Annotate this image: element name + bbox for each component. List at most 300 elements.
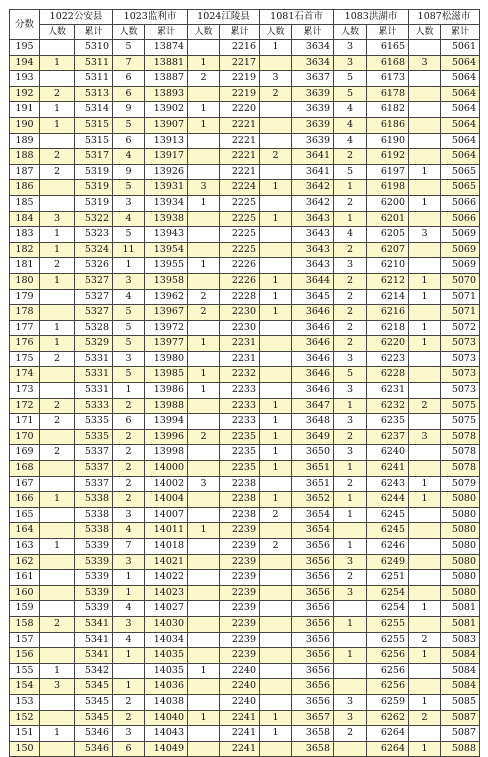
count-cell: 1: [188, 258, 220, 274]
count-cell: 1: [260, 305, 292, 321]
cumulative-cell: 5337: [75, 461, 113, 477]
count-cell: 4: [113, 211, 145, 227]
count-cell: 5: [113, 40, 145, 56]
cumulative-cell: 3656: [292, 570, 334, 586]
count-cell: [40, 305, 75, 321]
cumulative-cell: 3656: [292, 694, 334, 710]
count-cell: 1: [334, 507, 367, 523]
count-cell: [40, 476, 75, 492]
count-cell: [409, 383, 441, 399]
count-cell: 3: [409, 227, 441, 243]
count-cell: [40, 570, 75, 586]
count-cell: 4: [334, 117, 367, 133]
count-cell: 1: [334, 616, 367, 632]
score-cell: 193: [10, 71, 40, 87]
cumulative-cell: 6186: [367, 117, 409, 133]
score-cell: 162: [10, 554, 40, 570]
cumulative-cell: 13926: [145, 164, 188, 180]
cumulative-cell: 5079: [441, 476, 480, 492]
count-cell: 2: [40, 86, 75, 102]
count-cell: [40, 507, 75, 523]
count-cell: [409, 570, 441, 586]
cumulative-cell: 13996: [145, 429, 188, 445]
cumulative-cell: 3639: [292, 117, 334, 133]
cumulative-cell: 2232: [220, 367, 260, 383]
cumulative-cell: 14036: [145, 679, 188, 695]
score-cell: 176: [10, 336, 40, 352]
cumulative-cell: 6173: [367, 71, 409, 87]
table-row: [10, 523, 480, 539]
score-cell: 189: [10, 133, 40, 149]
cumulative-cell: 3656: [292, 632, 334, 648]
cumulative-cell: 6245: [367, 507, 409, 523]
score-cell: 179: [10, 289, 40, 305]
score-cell: 158: [10, 616, 40, 632]
cumulative-cell: 5328: [75, 320, 113, 336]
table-row: [10, 476, 480, 492]
cumulative-cell: 3644: [292, 273, 334, 289]
cumulative-cell: 2239: [220, 554, 260, 570]
cumulative-cell: 5065: [441, 180, 480, 196]
cumulative-cell: 3643: [292, 227, 334, 243]
cumulative-cell: 2239: [220, 539, 260, 555]
table-row: [10, 164, 480, 180]
cumulative-cell: 5081: [441, 616, 480, 632]
count-cell: 4: [113, 523, 145, 539]
table-row: [10, 351, 480, 367]
cumulative-cell: 3646: [292, 383, 334, 399]
count-cell: 3: [113, 616, 145, 632]
cumulative-cell: 6210: [367, 258, 409, 274]
count-cell: [260, 741, 292, 757]
cumulative-cell: 2228: [220, 289, 260, 305]
cumulative-cell: 2221: [220, 149, 260, 165]
count-cell: 1: [260, 710, 292, 726]
count-cell: 2: [334, 336, 367, 352]
count-cell: 1: [260, 398, 292, 414]
count-cell: 9: [113, 164, 145, 180]
count-cell: 3: [409, 55, 441, 71]
cumulative-cell: 2230: [220, 305, 260, 321]
table-row: [10, 195, 480, 211]
count-cell: [40, 601, 75, 617]
count-cell: 2: [188, 429, 220, 445]
table-row: [10, 102, 480, 118]
cumulative-cell: 5341: [75, 648, 113, 664]
table-row: [10, 461, 480, 477]
count-cell: 1: [40, 55, 75, 71]
district-header: 1083洪湖市: [334, 10, 409, 25]
cumulative-cell: 5323: [75, 227, 113, 243]
count-cell: 2: [40, 398, 75, 414]
header-row-districts: [10, 10, 480, 25]
score-cell: 166: [10, 492, 40, 508]
count-cell: [188, 694, 220, 710]
cumulative-cell: 6255: [367, 632, 409, 648]
cumulative-cell: 13962: [145, 289, 188, 305]
cumulative-cell: 13986: [145, 383, 188, 399]
cumulative-cell: 3658: [292, 726, 334, 742]
table-row: [10, 710, 480, 726]
cumulative-cell: 13958: [145, 273, 188, 289]
count-cell: 2: [334, 429, 367, 445]
cumulative-cell: 3647: [292, 398, 334, 414]
count-cell: [334, 663, 367, 679]
table-row: [10, 273, 480, 289]
table-row: [10, 211, 480, 227]
cumulative-cell: 2238: [220, 492, 260, 508]
table-row: [10, 601, 480, 617]
count-cell: [40, 554, 75, 570]
score-distribution-table: [9, 9, 480, 757]
cumulative-cell: 5080: [441, 570, 480, 586]
table-row: [10, 445, 480, 461]
cumulative-cell: 5324: [75, 242, 113, 258]
cumulative-cell: 5070: [441, 273, 480, 289]
score-cell: 163: [10, 539, 40, 555]
cumulative-cell: 5069: [441, 227, 480, 243]
cumulative-cell: 13917: [145, 149, 188, 165]
count-cell: 3: [334, 554, 367, 570]
cumulative-cell: 2240: [220, 679, 260, 695]
cumulative-cell: 3641: [292, 149, 334, 165]
cumulative-cell: 5338: [75, 507, 113, 523]
count-cell: [188, 601, 220, 617]
cumulative-cell: 5317: [75, 149, 113, 165]
cumulative-cell: 3639: [292, 102, 334, 118]
cumulative-cell: 5333: [75, 398, 113, 414]
cumulative-cell: 3651: [292, 476, 334, 492]
cumulative-cell: 5341: [75, 632, 113, 648]
count-cell: [188, 40, 220, 56]
cumulative-cell: 5087: [441, 726, 480, 742]
cumulative-cell: 3634: [292, 40, 334, 56]
cumulative-cell: 6197: [367, 164, 409, 180]
count-cell: 1: [188, 336, 220, 352]
count-header: 人数: [409, 25, 441, 40]
count-cell: 9: [113, 102, 145, 118]
cumulative-cell: 5327: [75, 289, 113, 305]
count-cell: [260, 55, 292, 71]
count-cell: [409, 367, 441, 383]
count-cell: 3: [113, 195, 145, 211]
count-cell: 6: [113, 86, 145, 102]
score-cell: 178: [10, 305, 40, 321]
table-row: [10, 648, 480, 664]
cumulative-cell: 2216: [220, 40, 260, 56]
count-cell: [334, 523, 367, 539]
cumulative-cell: 13874: [145, 40, 188, 56]
cumulative-cell: 2225: [220, 227, 260, 243]
cumulative-cell: 2241: [220, 710, 260, 726]
count-cell: 2: [409, 710, 441, 726]
score-cell: 195: [10, 40, 40, 56]
cumulative-cell: 5337: [75, 445, 113, 461]
count-cell: [260, 227, 292, 243]
count-cell: [40, 133, 75, 149]
table-row: [10, 320, 480, 336]
cumulative-cell: 2235: [220, 429, 260, 445]
cumulative-cell: 5345: [75, 679, 113, 695]
cumulative-cell: 13980: [145, 351, 188, 367]
count-cell: 3: [113, 554, 145, 570]
cumulative-cell: 5345: [75, 710, 113, 726]
cumulative-cell: 5069: [441, 242, 480, 258]
cumulative-cell: 5064: [441, 149, 480, 165]
count-cell: [188, 445, 220, 461]
table-row: [10, 585, 480, 601]
count-cell: 1: [334, 492, 367, 508]
count-cell: [40, 710, 75, 726]
count-cell: 11: [113, 242, 145, 258]
table-row: [10, 554, 480, 570]
score-cell: 161: [10, 570, 40, 586]
table-row: [10, 55, 480, 71]
count-cell: 2: [188, 289, 220, 305]
score-cell: 167: [10, 476, 40, 492]
count-cell: 1: [40, 117, 75, 133]
cumulative-cell: 6192: [367, 149, 409, 165]
count-cell: 1: [409, 601, 441, 617]
cumulative-cell: 5329: [75, 336, 113, 352]
count-cell: 2: [188, 71, 220, 87]
cumulative-cell: 2238: [220, 507, 260, 523]
cumulative-cell: 2239: [220, 648, 260, 664]
table-row: [10, 336, 480, 352]
count-cell: [40, 195, 75, 211]
cumulative-cell: 5319: [75, 180, 113, 196]
cumulative-cell: 6200: [367, 195, 409, 211]
cumulative-cell: 5064: [441, 117, 480, 133]
cumulative-cell: 5064: [441, 133, 480, 149]
score-cell: 174: [10, 367, 40, 383]
cumulative-cell: 3642: [292, 195, 334, 211]
count-cell: 2: [409, 398, 441, 414]
table-row: [10, 133, 480, 149]
cumulative-cell: 5061: [441, 40, 480, 56]
cumulative-cell: 6243: [367, 476, 409, 492]
cumulative-cell: 3646: [292, 305, 334, 321]
cumulative-cell: 5084: [441, 648, 480, 664]
cumulative-cell: 14002: [145, 476, 188, 492]
cumulative-cell: 13985: [145, 367, 188, 383]
table-row: [10, 117, 480, 133]
count-cell: 1: [188, 523, 220, 539]
cumulative-cell: 6256: [367, 648, 409, 664]
cumulative-cell: 3639: [292, 133, 334, 149]
cumulative-cell: 6244: [367, 492, 409, 508]
score-cell: 187: [10, 164, 40, 180]
count-cell: [334, 679, 367, 695]
count-cell: 2: [188, 305, 220, 321]
score-cell: 182: [10, 242, 40, 258]
count-cell: 1: [113, 648, 145, 664]
count-cell: 2: [113, 445, 145, 461]
cumulative-cell: 6228: [367, 367, 409, 383]
count-cell: 3: [113, 351, 145, 367]
score-cell: 191: [10, 102, 40, 118]
count-cell: [40, 694, 75, 710]
count-cell: 1: [40, 492, 75, 508]
cumulative-cell: 3656: [292, 601, 334, 617]
count-cell: [409, 554, 441, 570]
cumulative-cell: 5084: [441, 663, 480, 679]
count-cell: [188, 726, 220, 742]
cumulative-cell: 5339: [75, 539, 113, 555]
cumulative-cell: 6264: [367, 726, 409, 742]
count-cell: 5: [113, 117, 145, 133]
cumulative-cell: 2220: [220, 102, 260, 118]
count-header: 人数: [334, 25, 367, 40]
cumulative-cell: 13954: [145, 242, 188, 258]
count-cell: [40, 289, 75, 305]
cumulative-cell: 3656: [292, 585, 334, 601]
score-cell: 172: [10, 398, 40, 414]
cumulative-cell: 2225: [220, 211, 260, 227]
count-cell: 4: [113, 632, 145, 648]
count-cell: [260, 632, 292, 648]
cumulative-cell: 5339: [75, 601, 113, 617]
count-cell: 5: [113, 180, 145, 196]
cumulative-cell: 2241: [220, 741, 260, 757]
count-header: 人数: [113, 25, 145, 40]
cumulative-cell: 5075: [441, 414, 480, 430]
score-cell: 170: [10, 429, 40, 445]
count-cell: [188, 616, 220, 632]
count-cell: [188, 539, 220, 555]
count-cell: 2: [409, 632, 441, 648]
count-cell: 1: [40, 663, 75, 679]
cumulative-cell: 2235: [220, 461, 260, 477]
count-cell: 1: [260, 429, 292, 445]
count-cell: [409, 663, 441, 679]
score-cell: 181: [10, 258, 40, 274]
count-cell: 2: [40, 258, 75, 274]
count-cell: [260, 679, 292, 695]
cumulative-cell: 2217: [220, 55, 260, 71]
cumulative-cell: 3634: [292, 55, 334, 71]
count-cell: [260, 694, 292, 710]
count-cell: 1: [409, 289, 441, 305]
count-cell: [260, 476, 292, 492]
count-cell: [409, 523, 441, 539]
count-cell: [188, 398, 220, 414]
count-cell: [40, 648, 75, 664]
count-cell: 2: [334, 570, 367, 586]
cumulative-cell: 6223: [367, 351, 409, 367]
count-cell: 1: [409, 273, 441, 289]
count-cell: [334, 741, 367, 757]
count-cell: 1: [40, 273, 75, 289]
count-cell: 2: [334, 242, 367, 258]
cumulative-cell: 6240: [367, 445, 409, 461]
district-header: 1023监利市: [113, 10, 188, 25]
count-cell: [334, 632, 367, 648]
count-cell: 6: [113, 133, 145, 149]
cumulative-cell: 5080: [441, 554, 480, 570]
count-cell: [409, 211, 441, 227]
count-cell: [260, 336, 292, 352]
count-cell: [188, 211, 220, 227]
cumulative-cell: 5087: [441, 710, 480, 726]
count-cell: 2: [113, 694, 145, 710]
cumulative-cell: 6241: [367, 461, 409, 477]
count-cell: [188, 585, 220, 601]
score-cell: 186: [10, 180, 40, 196]
count-cell: [409, 616, 441, 632]
count-cell: 3: [334, 351, 367, 367]
cumulative-cell: 5078: [441, 429, 480, 445]
cumulative-cell: 5081: [441, 601, 480, 617]
cumulative-cell: 6259: [367, 694, 409, 710]
cumulative-cell: 3645: [292, 289, 334, 305]
cumulative-cell: 6249: [367, 554, 409, 570]
count-cell: [409, 445, 441, 461]
cumulative-cell: 3652: [292, 492, 334, 508]
table-row: [10, 86, 480, 102]
count-cell: 2: [260, 507, 292, 523]
count-cell: 5: [334, 367, 367, 383]
cumulative-cell: 6251: [367, 570, 409, 586]
cumulative-cell: 14040: [145, 710, 188, 726]
cumulative-cell: 2241: [220, 726, 260, 742]
cumulative-cell: 14049: [145, 741, 188, 757]
count-cell: [40, 383, 75, 399]
table-row: [10, 398, 480, 414]
count-cell: 1: [260, 445, 292, 461]
count-cell: 1: [334, 211, 367, 227]
cumulative-cell: 5078: [441, 445, 480, 461]
cumulative-cell: 3656: [292, 554, 334, 570]
cumulative-cell: 6246: [367, 539, 409, 555]
cumulative-cell: 3656: [292, 539, 334, 555]
district-header: 1022公安县: [40, 10, 113, 25]
count-cell: [409, 539, 441, 555]
cumulative-cell: 2239: [220, 632, 260, 648]
count-cell: 3: [334, 585, 367, 601]
score-cell: 164: [10, 523, 40, 539]
cumulative-cell: 6212: [367, 273, 409, 289]
count-cell: 2: [260, 539, 292, 555]
cumulative-cell: 6182: [367, 102, 409, 118]
count-cell: [260, 663, 292, 679]
cumulative-cell: 6201: [367, 211, 409, 227]
count-cell: 1: [188, 195, 220, 211]
score-cell: 150: [10, 741, 40, 757]
cumulative-cell: 5314: [75, 102, 113, 118]
cumulative-cell: 6214: [367, 289, 409, 305]
cumulative-cell: 3639: [292, 86, 334, 102]
score-cell: 173: [10, 383, 40, 399]
cumulative-cell: 5345: [75, 694, 113, 710]
cumulative-header: 累计: [75, 25, 113, 40]
score-cell: 151: [10, 726, 40, 742]
cumulative-cell: 14035: [145, 648, 188, 664]
score-header: 分数: [10, 10, 40, 40]
cumulative-cell: 3646: [292, 336, 334, 352]
count-cell: [334, 601, 367, 617]
cumulative-cell: 13998: [145, 445, 188, 461]
cumulative-cell: 3656: [292, 648, 334, 664]
cumulative-cell: 2225: [220, 195, 260, 211]
cumulative-cell: 14035: [145, 663, 188, 679]
cumulative-cell: 6235: [367, 414, 409, 430]
table-row: [10, 242, 480, 258]
table-row: [10, 71, 480, 87]
cumulative-cell: 2233: [220, 383, 260, 399]
count-cell: [113, 663, 145, 679]
count-cell: [188, 554, 220, 570]
